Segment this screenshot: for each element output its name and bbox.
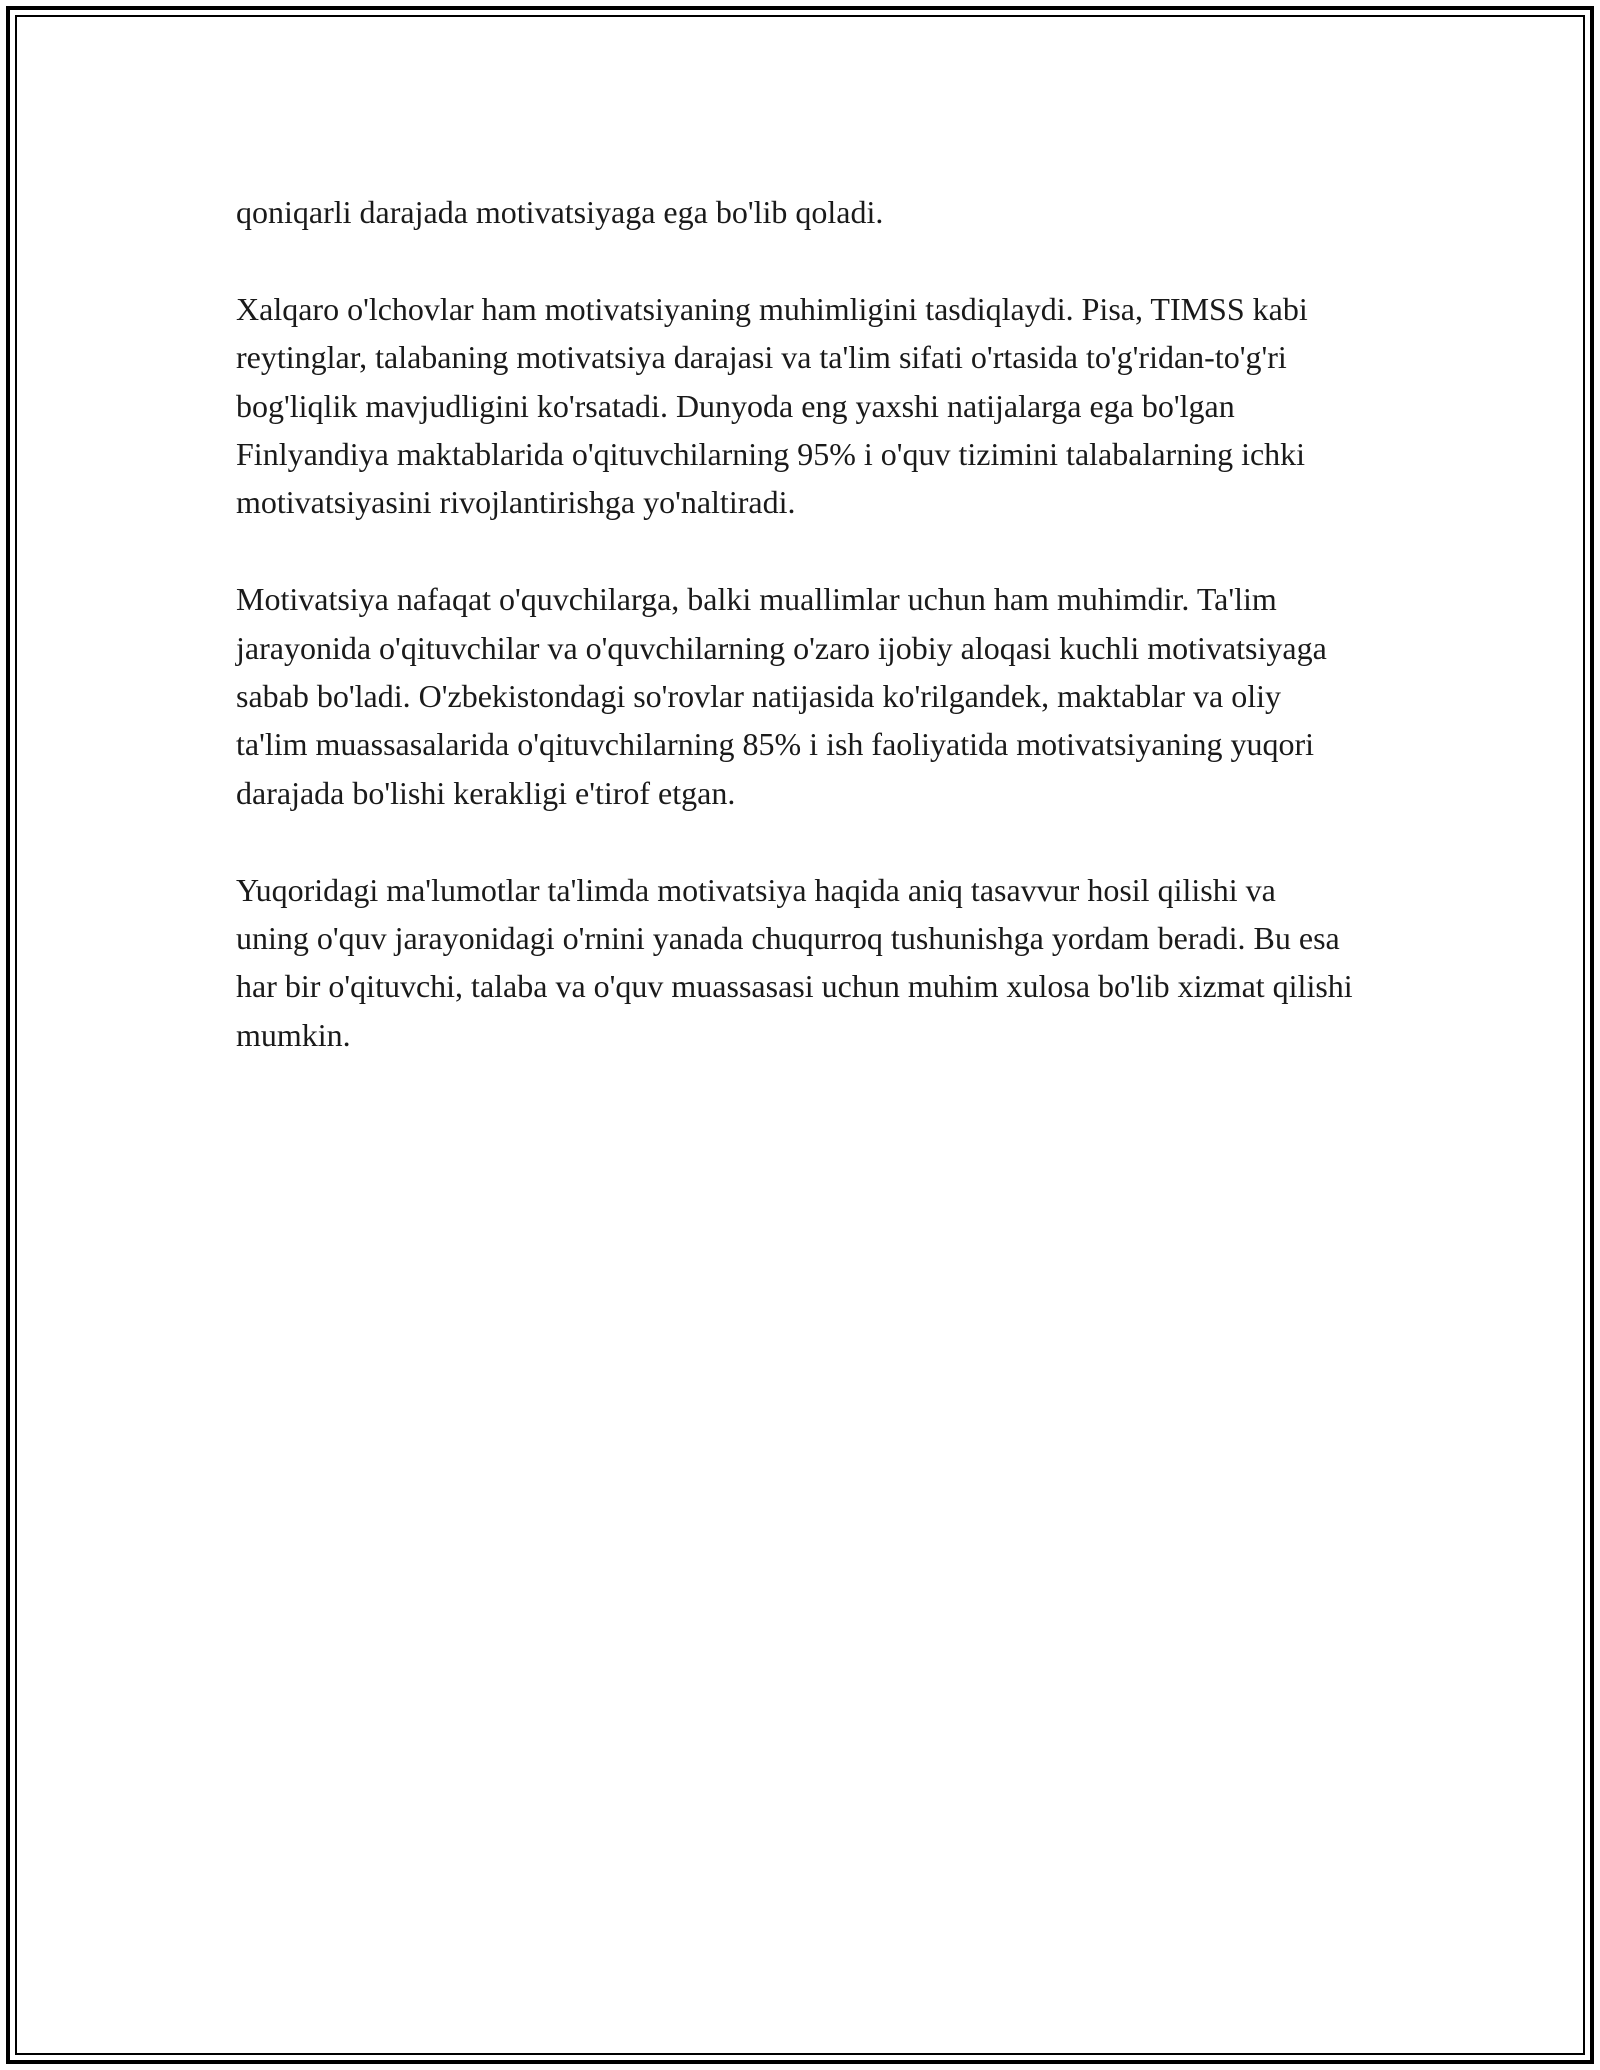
paragraph-2: Xalqaro o'lchovlar ham motivatsiyaning muhimligini tasdiqlaydi. Pisa, TIMSS kabi reytinglar, talabaning motivatsiya darajasi va ta'lim sifati o'rtasida to'g'ridan-to'g'ri bog'liqlik mavjudligini ko'rsatadi. Dunyoda eng yaxshi natijalarga ega bo'lgan Finlyandiya maktablarida o'qituvchilarning 95% i o'quv tizimini talabalarning ichki motivatsiyasini rivojlantirishga yo'naltiradi. (236, 290, 1308, 521)
paragraph-1: qoniqarli darajada motivatsiyaga ega bo'lib qoladi. (236, 194, 884, 230)
paragraph-3: Motivatsiya nafaqat o'quvchilarga, balki muallimlar uchun ham muhimdir. Ta'lim jarayonida o'qituvchilar va o'quvchilarning o'zaro ijobiy aloqasi kuchli motivatsiyaga sabab bo'ladi. O'zbekistondagi so'rovlar natijasida ko'rilgandek, maktablar va oliy ta'lim muassasalarida o'qituvchilarning 85% i ish faoliyatida motivatsiyaning yuqori darajada bo'lishi kerakligi e'tirof etgan. (236, 581, 1327, 811)
paragraph-4: Yuqoridagi ma'lumotlar ta'limda motivatsiya haqida aniq tasavvur hosil qilishi va uning o'quv jarayonidagi o'rnini yanada chuqurroq tushunishga yordam beradi. Bu esa har bir o'qituvchi, talaba va o'quv muassasasi uchun muhim xulosa bo'lib xizmat qilishi mumkin. (236, 871, 1353, 1053)
document-body (236, 188, 1356, 1108)
